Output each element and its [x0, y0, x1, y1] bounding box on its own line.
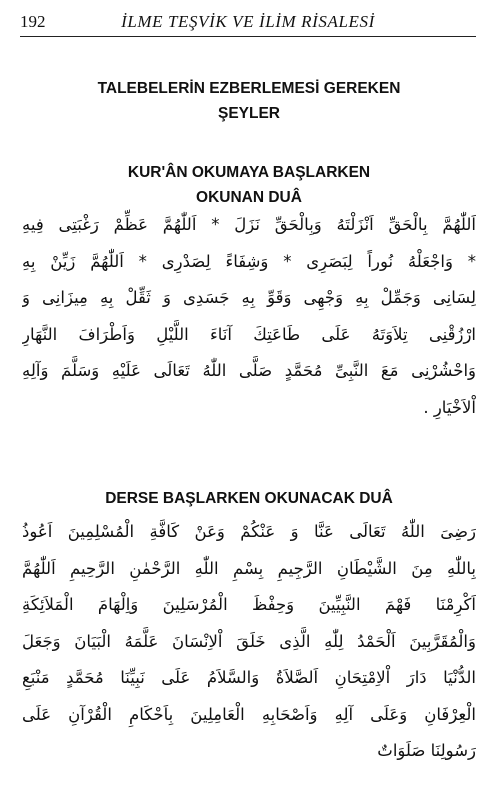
arabic-line: اَللّٰهُمَّ بِالْحَقِّ اَنْزَلْتَهُ وَبِالْحَقِّ نَزَلَ * اَللّٰهُمَّ عَظِّمْ رَغْبَتِى فِيهِ [22, 215, 476, 234]
heading-line: TALEBELERİN EZBERLEMESİ GEREKEN [97, 80, 401, 97]
arabic-line: رَضِىَ اللّٰهُ تَعَالَى عَنَّا وَ عَنْكُمْ وَعَنْ كَافَّةِ الْمُسْلِمِينَ اَعُوذُ [22, 522, 476, 541]
section-heading-memorize [30, 76, 468, 126]
page-number: 192 [20, 12, 46, 31]
lesson-prayer-text [22, 514, 476, 770]
arabic-line: وَاحْشُرْنِى مَعَ النَّبِىِّ مُحَمَّدٍ صَلَّى اللّٰهُ تَعَالَى عَلَيْهِ وَسَلَّمَ وَآلِهِ [22, 361, 476, 380]
arabic-line: * وَاجْعَلْهُ نُوراً لِبَصَرِى * وَشِفَاءً لِصَدْرِى * اَللّٰهُمَّ زَيِّنْ بِهِ [22, 251, 476, 271]
arabic-line: لِسَانِى وَجَمِّلْ بِهِ وَجْهِى وَقَوِّ بِهِ جَسَدِى وَ ثَقِّلْ بِهِ مِيزَانِى وَ [22, 288, 476, 307]
arabic-line: رَسُولِنَا صَلَوَاتٌ [377, 741, 476, 760]
running-header [20, 10, 476, 37]
arabic-line: وَالْمُقَرَّبِينَ اَلْحَمْدُ لِلّٰهِ الَّذِى خَلَقَ اْلاِنْسَانَ عَلَّمَهُ الْبَيَانَ وَجَعَلَ [22, 631, 476, 651]
running-title: İLME TEŞVİK VE İLİM RİSALESİ [121, 12, 375, 31]
arabic-line: الدُّنْيَا دَارَ اْلاِمْتِحَانِ اَلصَّلاَةُ وَالسَّلاَمُ عَلَى نَبِيِّنَا مُحَمَّدٍ مَنْبَعِ [22, 668, 476, 687]
arabic-line: اْلاَخْيَارِ . [423, 397, 476, 417]
section-heading-lesson-prayer [30, 486, 468, 511]
section-heading-quran-prayer [30, 160, 468, 210]
arabic-line: اَكْرِمْنَا فَهْمَ النَّبِيِّينَ وَحِفْظَ الْمُرْسَلِينَ وَاِلْهَامَ الْمَلاَئِكَةِ [22, 595, 476, 614]
arabic-line: بِاللّٰهِ مِنَ الشَّيْطَانِ الرَّجِيمِ بِسْمِ اللّٰهِ الرَّحْمٰنِ الرَّحِيمِ اَللّٰهُمَّ [22, 558, 476, 578]
arabic-line: الْعِرْفَانِ وَعَلَى آلِهِ وَاَصْحَابِهِ الْعَامِلِينَ بِاَحْكَامِ الْقُرْآنِ عَلَى [22, 704, 476, 724]
heading-line: KUR'ÂN OKUMAYA BAŞLARKEN [127, 164, 371, 181]
heading-line: OKUNAN DUÂ [196, 189, 302, 206]
heading-line: DERSE BAŞLARKEN OKUNACAK DUÂ [105, 490, 393, 507]
arabic-line: ارْزُقْنِى تِلاَوَتَهُ عَلَى طَاعَتِكَ آنَاءَ اللَّيْلِ وَاَطْرَافَ النَّهَارِ [22, 324, 476, 344]
quran-prayer-text [22, 207, 476, 426]
heading-line: ŞEYLER [217, 105, 280, 122]
